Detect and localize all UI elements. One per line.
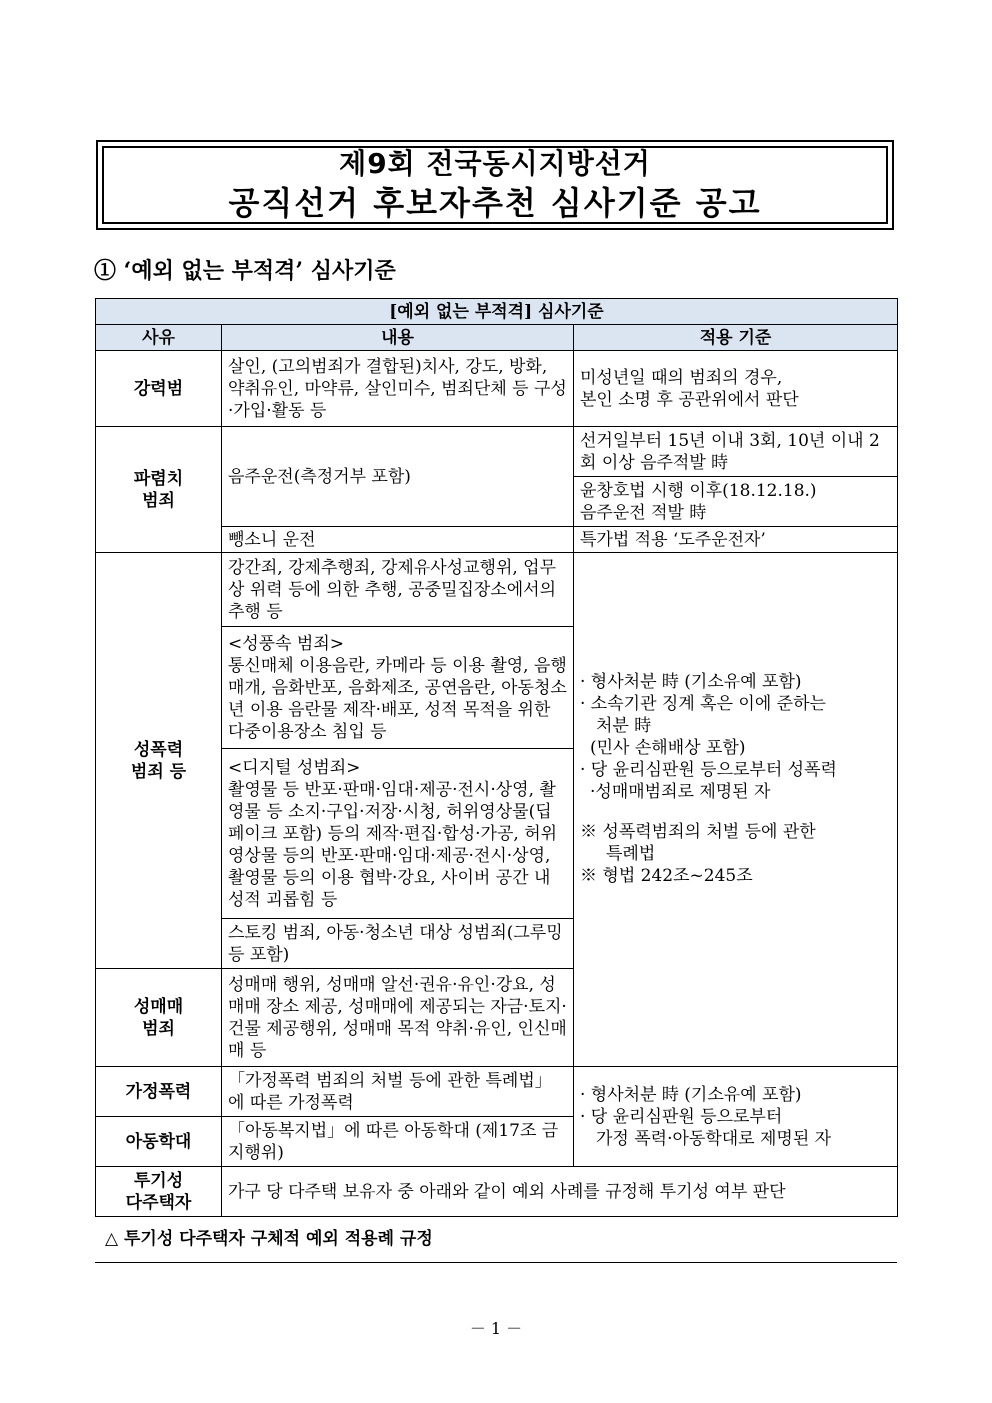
criteria-table bbox=[95, 298, 898, 1217]
criteria-domestic-line-2: · 당 윤리심판원 등으로부터 bbox=[580, 1106, 783, 1127]
criteria-drunk-a: 선거일부터 15년 이내 3회, 10년 이내 2회 이상 음주적발 時 bbox=[574, 427, 898, 477]
criteria-sexual-line-9: ※ 형법 242조~245조 bbox=[580, 866, 753, 886]
category-shameless-line-2: 범죄 bbox=[142, 490, 175, 511]
criteria-sexual-line-2: · 소속기관 징계 혹은 이에 준하는 bbox=[580, 694, 826, 714]
content-sexual-2-body: 통신매체 이용음란, 카메라 등 이용 촬영, 음행매개, 음화반포, 음화제조, 공연음란, 아동청소년 이용 음란물 제작·배포, 성적 목적을 위한 다중이용장소 침입 등 bbox=[228, 655, 567, 742]
category-shameless bbox=[96, 427, 222, 553]
category-speculative bbox=[96, 1167, 222, 1217]
content-domestic: 「가정폭력 범죄의 처벌 등에 관한 특례법」에 따른 가정폭력 bbox=[222, 1067, 574, 1117]
criteria-sexual-line-8: 특례법 bbox=[606, 844, 656, 864]
criteria-sexual-line-3: 처분 時 bbox=[596, 716, 652, 736]
criteria-violent-line-1: 미성년일 때의 범죄의 경우, bbox=[580, 367, 783, 388]
table-caption: [예외 없는 부적격] 심사기준 bbox=[96, 299, 898, 325]
criteria-sexual-line-7: ※ 성폭력범죄의 처벌 등에 관한 bbox=[580, 822, 816, 842]
content-sexual-4: 스토킹 범죄, 아동·청소년 대상 성범죄(그루밍 등 포함) bbox=[222, 919, 574, 969]
criteria-domestic-line-1: · 형사처분 時 (기소유예 포함) bbox=[580, 1084, 802, 1105]
category-sexual bbox=[96, 553, 222, 969]
criteria-domestic bbox=[574, 1067, 898, 1167]
section-heading: ① ‘예외 없는 부적격’ 심사기준 bbox=[94, 258, 396, 284]
category-sexual-line-1: 성폭력 bbox=[133, 739, 184, 760]
criteria-sexual-line-1: · 형사처분 時 (기소유예 포함) bbox=[580, 672, 802, 692]
category-shameless-line-1: 파렴치 bbox=[133, 468, 184, 489]
category-prostitution-line-1: 성매매 bbox=[133, 996, 184, 1017]
criteria-drunk-b-line-1: 윤창호법 시행 이후(18.12.18.) bbox=[580, 480, 817, 501]
category-prostitution bbox=[96, 969, 222, 1067]
page-number: － 1 － bbox=[469, 1319, 523, 1338]
criteria-sexual-line-6: ·성매매범죄로 제명된 자 bbox=[590, 782, 771, 802]
criteria-violent-line-2: 본인 소명 후 공관위에서 판단 bbox=[580, 389, 799, 410]
criteria-sexual-line-4: (민사 손해배상 포함) bbox=[590, 738, 746, 758]
criteria-violent bbox=[574, 351, 898, 427]
speculative-note: △ 투기성 다주택자 구체적 예외 적용례 규정 bbox=[95, 1219, 897, 1263]
category-child-abuse: 아동학대 bbox=[96, 1117, 222, 1167]
content-sexual-2-title: <성풍속 범죄> bbox=[228, 633, 345, 654]
header-reason: 사유 bbox=[96, 325, 222, 351]
content-drunk-driving: 음주운전(측정거부 포함) bbox=[222, 427, 574, 527]
category-violent: 강력범 bbox=[96, 351, 222, 427]
title-line-1: 제9회 전국동시지방선거 bbox=[339, 147, 651, 180]
category-speculative-line-1: 투기성 bbox=[133, 1170, 184, 1191]
title-line-2: 공직선거 후보자추천 심사기준 공고 bbox=[228, 184, 762, 222]
category-domestic: 가정폭력 bbox=[96, 1067, 222, 1117]
criteria-hit-run: 특가법 적용 ‘도주운전자’ bbox=[574, 527, 898, 553]
header-criteria: 적용 기준 bbox=[574, 325, 898, 351]
category-prostitution-line-2: 범죄 bbox=[142, 1018, 175, 1039]
category-speculative-line-2: 다주택자 bbox=[125, 1192, 192, 1213]
content-sexual-3-title: <디지털 성범죄> bbox=[228, 757, 361, 778]
title-inner-frame bbox=[102, 146, 888, 224]
title-box bbox=[96, 140, 894, 230]
header-content: 내용 bbox=[222, 325, 574, 351]
content-sexual-3-body: 촬영물 등 반포·판매·임대·제공·전시·상영, 촬영물 등 소지·구입·저장·시청, 허위영상물(딥페이크 포함) 등의 제작·편집·합성·가공, 허위영상물 등의 반포·판매·임대·제공·전시·상영, 촬영물 등의 이용 협박·강요, 사이버 공간 내 성적 괴롭힘 등 bbox=[228, 779, 558, 910]
content-child-abuse: 「아동복지법」에 따른 아동학대 (제17조 금지행위) bbox=[222, 1117, 574, 1167]
content-sexual-3 bbox=[222, 749, 574, 919]
content-sexual-1: 강간죄, 강제추행죄, 강제유사성교행위, 업무상 위력 등에 의한 추행, 공중밀집장소에서의 추행 등 bbox=[222, 553, 574, 627]
category-sexual-line-2: 범죄 등 bbox=[130, 761, 187, 782]
criteria-sexual-line-5: · 당 윤리심판원 등으로부터 성폭력 bbox=[580, 760, 837, 780]
content-speculative: 가구 당 다주택 보유자 중 아래와 같이 예외 사례를 규정해 투기성 여부 판단 bbox=[222, 1167, 898, 1217]
criteria-drunk-b-line-2: 음주운전 적발 時 bbox=[580, 502, 707, 523]
criteria-sexual bbox=[574, 553, 898, 1067]
criteria-domestic-line-3: 가정 폭력·아동학대로 제명된 자 bbox=[596, 1128, 832, 1149]
content-sexual-2 bbox=[222, 627, 574, 749]
criteria-drunk-b bbox=[574, 477, 898, 527]
content-prostitution: 성매매 행위, 성매매 알선·권유·유인·강요, 성매매 장소 제공, 성매매에 제공되는 자금·토지·건물 제공행위, 성매매 목적 약취·유인, 인신매매 등 bbox=[222, 969, 574, 1067]
content-hit-run: 뺑소니 운전 bbox=[222, 527, 574, 553]
content-violent: 살인, (고의범죄가 결합된)치사, 강도, 방화, 약취유인, 마약류, 살인미수, 범죄단체 등 구성·가입·활동 등 bbox=[222, 351, 574, 427]
